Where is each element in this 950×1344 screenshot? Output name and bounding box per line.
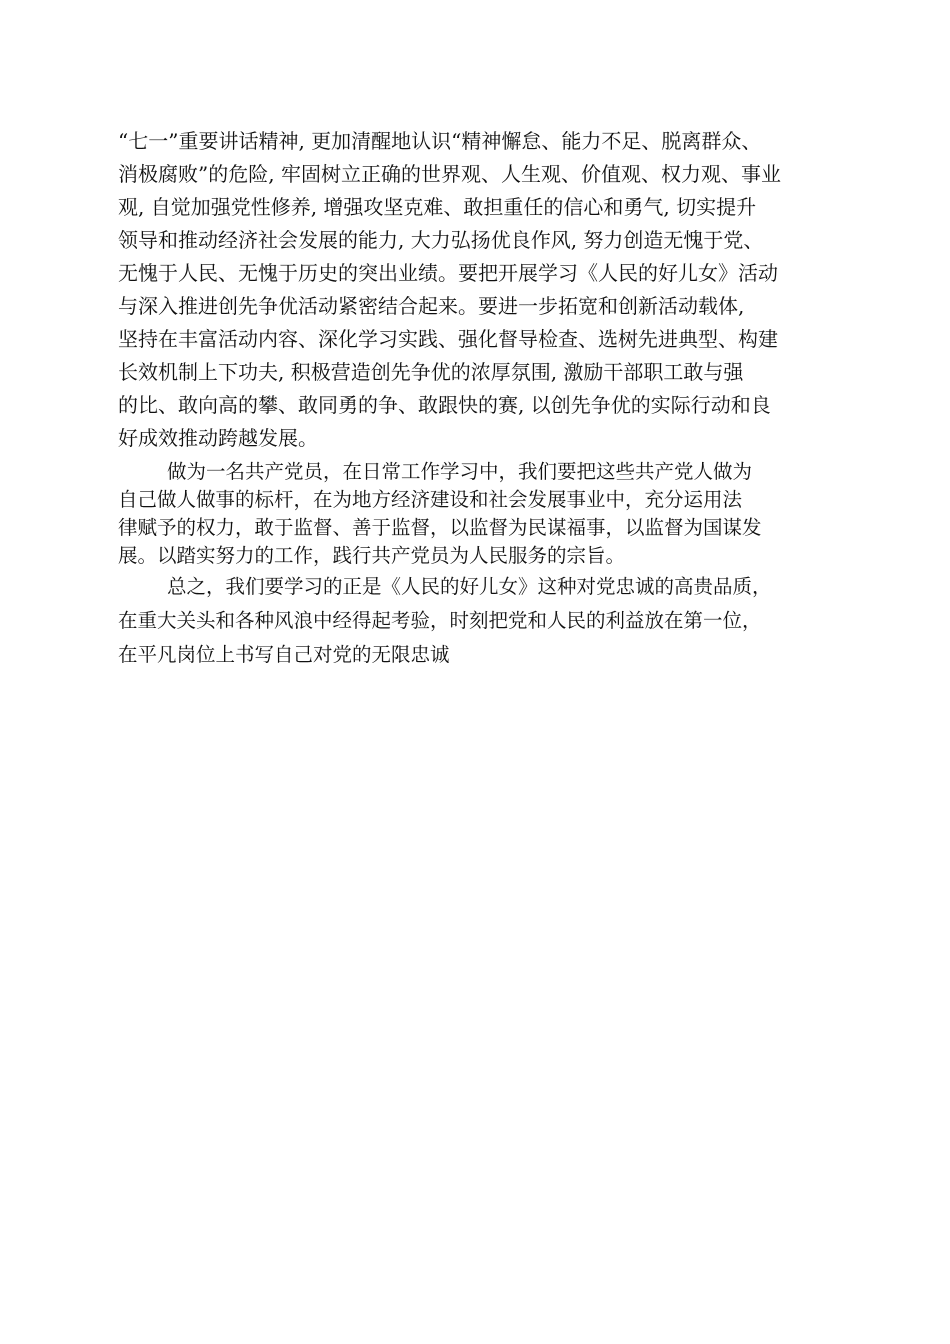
paragraph-3-line-3: 在平凡岗位上书写自己对党的无限忠诚: [118, 643, 450, 666]
paragraph-2-line-3: 律赋予的权力，敢于监督、善于监督，以监督为民谋福事，以监督为国谋发: [118, 516, 762, 539]
paragraph-2-line-2: 自己做人做事的标杆，在为地方经济建设和社会发展事业中，充分运用法: [118, 488, 743, 511]
paragraph-2-line-4: 展。以踏实努力的工作，践行共产党员为人民服务的宗旨。: [118, 544, 626, 567]
paragraph-1-line-4: 领导和推动经济社会发展的能力, 大力弘扬优良作风, 努力创造无愧于党、: [118, 228, 764, 252]
paragraph-2-line-1: 做为一名共产党员，在日常工作学习中，我们要把这些共产党人做为: [167, 460, 753, 483]
paragraph-1-line-7: 坚持在丰富活动内容、深化学习实践、强化督导检查、选树先进典型、构建: [118, 327, 778, 351]
paragraph-1-line-5: 无愧于人民、无愧于历史的突出业绩。要把开展学习《人民的好儿女》活动: [118, 261, 778, 285]
paragraph-1-line-1: “七一”重要讲话精神, 更加清醒地认识“精神懈怠、能力不足、脱离群众、: [118, 129, 762, 153]
paragraph-1-line-3: 观, 自觉加强党性修养, 增强攻坚克难、敢担重任的信心和勇气, 切实提升: [118, 195, 757, 219]
paragraph-1-line-2: 消极腐败”的危险, 牢固树立正确的世界观、人生观、价值观、权力观、事业: [118, 162, 781, 186]
paragraph-1-line-6: 与深入推进创先争优活动紧密结合起来。要进一步拓宽和创新活动载体,: [118, 294, 745, 318]
paragraph-1-line-8: 长效机制上下功夫, 积极营造创先争优的浓厚氛围, 激励干部职工敢与强: [118, 360, 744, 384]
paragraph-3-line-1: 总之，我们要学习的正是《人民的好儿女》这种对党忠诚的高贵品质，: [167, 575, 772, 598]
paragraph-3-line-2: 在重大关头和各种风浪中经得起考验，时刻把党和人民的利益放在第一位，: [118, 609, 762, 632]
paragraph-1-line-9: 的比、敢向高的攀、敢同勇的争、敢跟快的赛, 以创先争优的实际行动和良: [118, 393, 771, 417]
paragraph-1-line-10: 好成效推动跨越发展。: [118, 426, 318, 450]
